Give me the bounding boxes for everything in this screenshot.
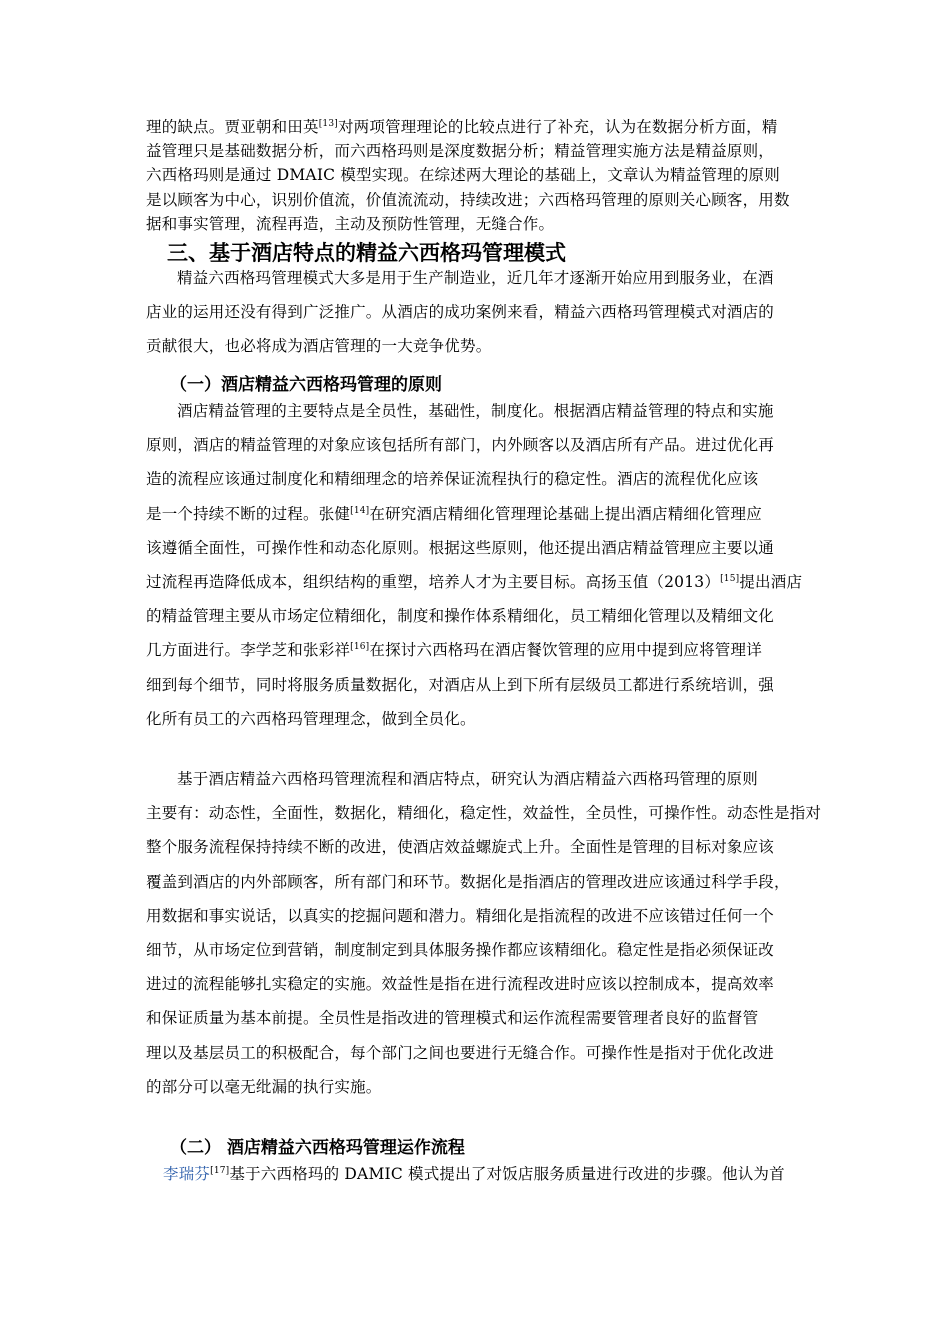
paragraph-intro bbox=[146, 115, 810, 236]
paragraph-section-3 bbox=[146, 261, 810, 364]
text-line: 是一个持续不断的过程。张健[14]在研究酒店精细化管理理论基础上提出酒店精细化管理应 bbox=[146, 504, 762, 523]
text-line: 整个服务流程保持持续不断的改进，使酒店效益螺旋式上升。全面性是管理的目标对象应该 bbox=[146, 838, 775, 857]
text-line: 理以及基层员工的积极配合，每个部门之间也要进行无缝合作。可操作性是指对于优化改进 bbox=[146, 1043, 775, 1062]
text-line: 理的缺点。贾亚朝和田英[13]对两项管理理论的比较点进行了补充，认为在数据分析方面，精 bbox=[146, 118, 778, 136]
text-line: 酒店精益管理的主要特点是全员性，基础性，制度化。根据酒店精益管理的特点和实施 bbox=[177, 402, 774, 420]
text-line: 细到每个细节，同时将服务质量数据化，对酒店从上到下所有层级员工都进行系统培训，强 bbox=[146, 675, 775, 694]
text-line: 六西格玛则是通过 DMAIC 模型实现。在综述两大理论的基础上，文章认为精益管理的原则 bbox=[146, 166, 780, 185]
section-heading-3: 三、基于酒店特点的精益六西格玛管理模式 bbox=[167, 241, 566, 265]
text-line: 化所有员工的六西格玛管理理念，做到全员化。 bbox=[146, 709, 476, 728]
text-line: 益管理只是基础数据分析，而六西格玛则是深度数据分析；精益管理实施方法是精益原则， bbox=[146, 142, 775, 161]
text-line: 的部分可以毫无纰漏的执行实施。 bbox=[146, 1077, 382, 1096]
text-line: 用数据和事实说话，以真实的挖掘问题和潜力。精细化是指流程的改进不应该错过任何一个 bbox=[146, 906, 775, 925]
citation: [14] bbox=[350, 505, 370, 516]
text-line: 进过的流程能够扎实稳定的实施。效益性是指在进行流程改进时应该以控制成本，提高效率 bbox=[146, 975, 775, 994]
author-link[interactable]: 李瑞芬 bbox=[163, 1165, 211, 1183]
paragraph-principles-a bbox=[146, 394, 810, 736]
text-line: 覆盖到酒店的内外部顾客，所有部门和环节。数据化是指酒店的管理改进应该通过科学手段， bbox=[146, 872, 790, 891]
text-line: 过流程再造降低成本，组织结构的重塑，培养人才为主要目标。高扬玉值（2013）[15]提出酒店 bbox=[146, 573, 803, 592]
citation: [15] bbox=[720, 574, 740, 585]
text-line: 细节，从市场定位到营销，制度制定到具体服务操作都应该精细化。稳定性是指必须保证改 bbox=[146, 941, 775, 960]
text-line: 的精益管理主要从市场定位精细化，制度和操作体系精细化，员工精细化管理以及精细文化 bbox=[146, 607, 775, 626]
citation: [17] bbox=[210, 1166, 230, 1176]
citation: [16] bbox=[350, 642, 370, 653]
text-line: 该遵循全面性，可操作性和动态化原则。根据这些原则，他还提出酒店精益管理应主要以通 bbox=[146, 538, 775, 557]
text-line: 贡献很大，也必将成为酒店管理的一大竞争优势。 bbox=[146, 337, 492, 356]
text-line: 李瑞芬[17]基于六西格玛的 DAMIC 模式提出了对饭店服务质量进行改进的步骤。他认为首 bbox=[163, 1165, 785, 1183]
text-line: 造的流程应该通过制度化和精细理念的培养保证流程执行的稳定性。酒店的流程优化应该 bbox=[146, 470, 759, 489]
citation: [13] bbox=[318, 119, 338, 129]
text-line: 精益六西格玛管理模式大多是用于生产制造业，近几年才逐渐开始应用到服务业，在酒 bbox=[177, 269, 774, 287]
text-line: 基于酒店精益六西格玛管理流程和酒店特点，研究认为酒店精益六西格玛管理的原则 bbox=[177, 770, 758, 788]
paragraph-workflow bbox=[163, 1157, 813, 1191]
text-line: 据和事实管理，流程再造，主动及预防性管理，无缝合作。 bbox=[146, 214, 555, 233]
text-line: 几方面进行。李学芝和张彩祥[16]在探讨六西格玛在酒店餐饮管理的应用中提到应将管理详 bbox=[146, 641, 762, 660]
text-line: 店业的运用还没有得到广泛推广。从酒店的成功案例来看，精益六西格玛管理模式对酒店的 bbox=[146, 303, 775, 322]
text-line: 是以顾客为中心，识别价值流，价值流流动，持续改进；六西格玛管理的原则关心顾客，用数 bbox=[146, 190, 790, 209]
paragraph-principles-b bbox=[146, 762, 822, 1104]
subsection-heading-3-2: （二） 酒店精益六西格玛管理运作流程 bbox=[170, 1138, 465, 1158]
text-line: 原则，酒店的精益管理的对象应该包括所有部门，内外顾客以及酒店所有产品。进过优化再 bbox=[146, 436, 775, 455]
text-line: 和保证质量为基本前提。全员性是指改进的管理模式和运作流程需要管理者良好的监督管 bbox=[146, 1009, 759, 1028]
text-line: 主要有：动态性，全面性，数据化，精细化，稳定性，效益性，全员性，可操作性。动态性是指对 bbox=[146, 804, 822, 823]
subsection-heading-3-1: （一）酒店精益六西格玛管理的原则 bbox=[170, 375, 442, 395]
